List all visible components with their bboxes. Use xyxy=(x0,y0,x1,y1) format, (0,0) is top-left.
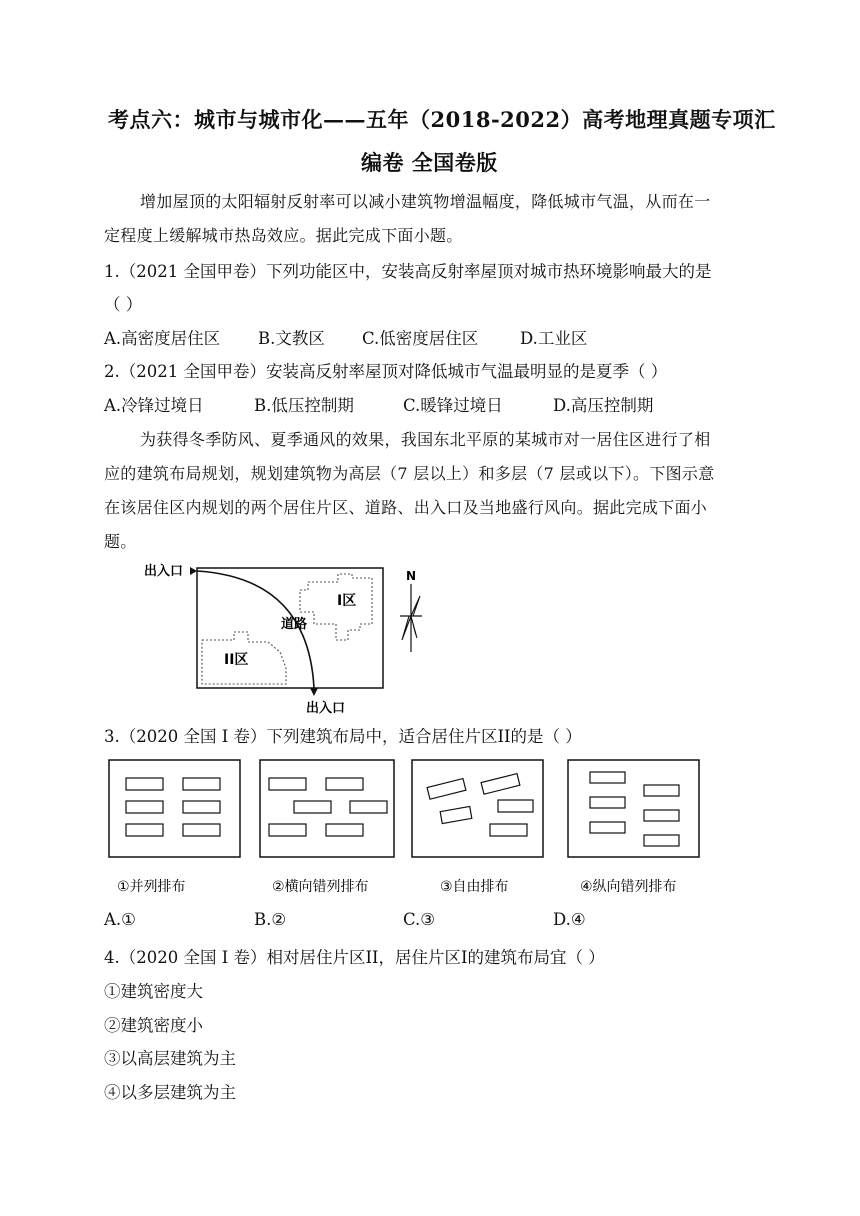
wind-rose-icon xyxy=(411,596,420,616)
entrance-bottom-label: 出入口 xyxy=(306,701,346,716)
q1-option-a[interactable]: A.高密度居住区 xyxy=(104,329,221,348)
intro2-line1: 为获得冬季防风、夏季通风的效果，我国东北平原的某城市对一居住区进行了相 xyxy=(140,430,711,449)
q2-option-a[interactable]: A.冷锋过境日 xyxy=(104,396,204,415)
layout-free xyxy=(412,760,543,857)
q1-option-c[interactable]: C.低密度居住区 xyxy=(362,329,479,348)
q3-option-d[interactable]: D.④ xyxy=(553,910,586,929)
residential-map xyxy=(130,560,450,720)
q4-item-1: ①建筑密度大 xyxy=(104,982,203,1001)
intro1-line1: 增加屋顶的太阳辐射反射率可以减小建筑物增温幅度，降低城市气温，从而在一 xyxy=(140,192,711,211)
zone2-label: II区 xyxy=(224,652,249,668)
layout-caption-1: ①并列排布 xyxy=(117,879,186,895)
q3-stem: 3.（2020 全国 I 卷）下列建筑布局中，适合居住片区II的是（ ） xyxy=(104,727,582,746)
layout-caption-4: ④纵向错列排布 xyxy=(580,879,677,895)
north-label: N xyxy=(406,569,417,583)
entrance-arrow-left xyxy=(190,567,197,575)
zone1-label: I区 xyxy=(337,593,357,609)
entrance-left-label: 出入口 xyxy=(144,564,184,579)
page-title-line1: 考点六：城市与城市化——五年（2018-2022）高考地理真题专项汇 xyxy=(108,107,776,132)
q2-stem: 2.（2021 全国甲卷）安装高反射率屋顶对降低城市气温最明显的是夏季（ ） xyxy=(104,362,668,381)
q1-option-b[interactable]: B.文教区 xyxy=(258,329,325,348)
intro2-line2: 应的建筑布局规划，规划建筑物为高层（7 层以上）和多层（7 层或以下）。下图示意 xyxy=(104,464,715,483)
intro1-line2: 定程度上缓解城市热岛效应。据此完成下面小题。 xyxy=(104,226,463,245)
entrance-arrow-bottom xyxy=(310,688,318,696)
q3-option-c[interactable]: C.③ xyxy=(403,910,436,929)
layout-caption-2: ②横向错列排布 xyxy=(272,879,369,895)
q2-option-d[interactable]: D.高压控制期 xyxy=(553,396,654,415)
q4-stem: 4.（2020 全国 I 卷）相对居住片区II，居住片区I的建筑布局宜（ ） xyxy=(104,948,605,967)
q4-item-3: ③以高层建筑为主 xyxy=(104,1049,236,1068)
layout-caption-3: ③自由排布 xyxy=(440,879,509,895)
q3-option-b[interactable]: B.② xyxy=(254,910,287,929)
intro2-line4: 题。 xyxy=(104,532,137,551)
layout-horizontal-staggered xyxy=(260,760,394,857)
q1-stem-cont: （ ） xyxy=(104,295,143,314)
q4-item-2: ②建筑密度小 xyxy=(104,1016,203,1035)
layout-diagrams xyxy=(106,757,706,902)
zone1-boundary xyxy=(300,574,372,640)
intro2-line3: 在该居住区内规划的两个居住片区、道路、出入口及当地盛行风向。据此完成下面小 xyxy=(104,498,708,517)
q4-item-4: ④以多层建筑为主 xyxy=(104,1083,236,1102)
q1-stem: 1.（2021 全国甲卷）下列功能区中，安装高反射率屋顶对城市热环境影响最大的是 xyxy=(104,262,712,281)
q2-option-b[interactable]: B.低压控制期 xyxy=(254,396,354,415)
page-title-line2: 编卷 全国卷版 xyxy=(361,150,498,175)
q3-option-a[interactable]: A.① xyxy=(104,910,136,929)
road-label: 道路 xyxy=(281,617,308,632)
q1-option-d[interactable]: D.工业区 xyxy=(520,329,588,348)
q2-option-c[interactable]: C.暖锋过境日 xyxy=(403,396,503,415)
